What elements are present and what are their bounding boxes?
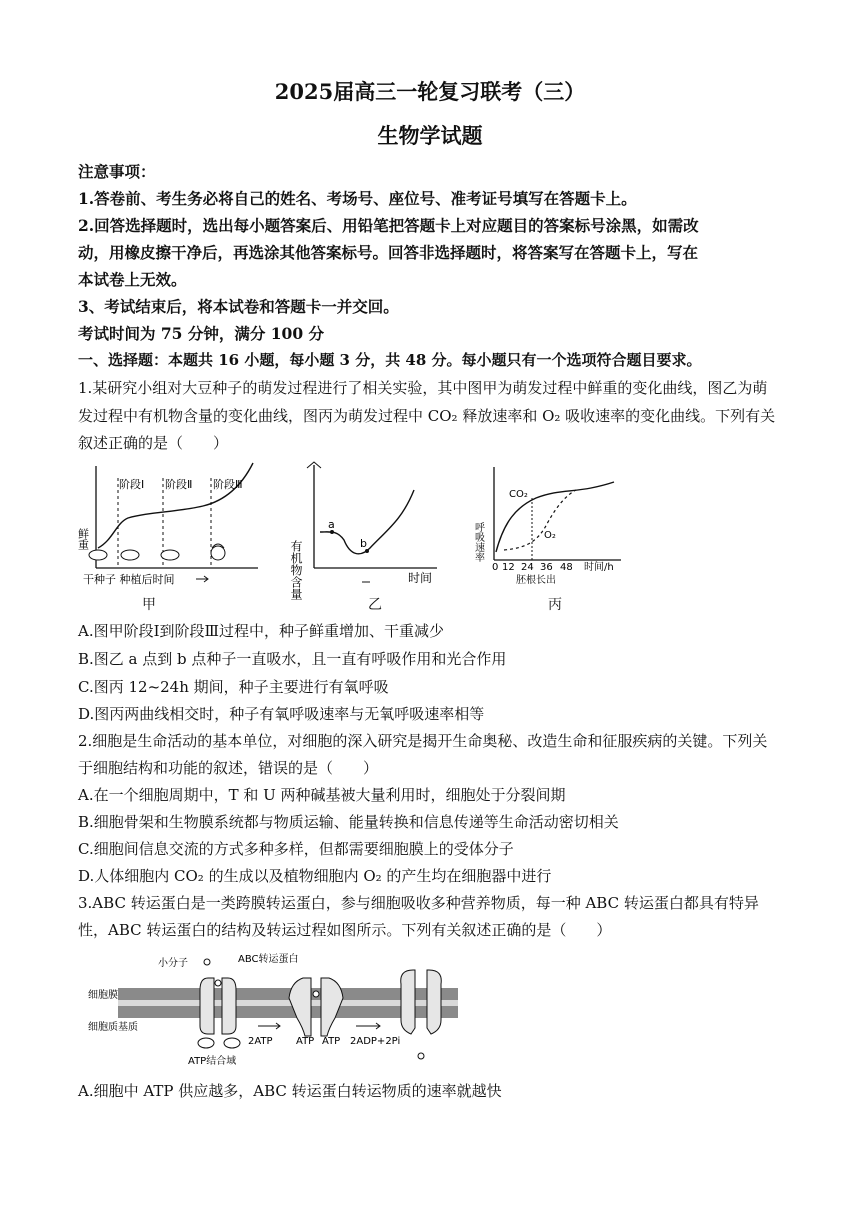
q1-stem: 1.某研究小组对大豆种子的萌发过程进行了相关实验，其中图甲为萌发过程中鲜重的变化曲线，图乙为萌 [78,379,768,397]
q1-stem: 叙述正确的是（ ） [78,434,229,452]
q1-stem: 发过程中有机物含量的变化曲线，图丙为萌发过程中 CO₂ 释放速率和 O₂ 吸收速率的变化曲线。下列有关 [78,407,776,425]
exam-title: 2025届高三一轮复习联考（三） [274,79,586,104]
exam-time: 考试时间为 75 分钟，满分 100 分 [78,324,325,343]
figure-abc-transporter [88,948,463,1068]
q1-option-c: C.图丙 12~24h 期间，种子主要进行有氧呼吸 [78,678,389,696]
q3-stem: 性，ABC 转运蛋白的结构及转运过程如图所示。下列有关叙述正确的是（ ） [78,921,612,939]
bing-tick-0: 0 [492,562,499,573]
bing-tick-24: 24 [521,562,534,573]
jia-xlabel: 干种子 种植后时间 [83,573,175,586]
notice-item: 动，用橡皮擦干净后，再选涂其他答案标号。回答非选择题时，将答案写在答题卡上，写在 [78,243,699,262]
q2-option-a: A.在一个细胞周期中，T 和 U 两种碱基被大量利用时，细胞处于分裂间期 [78,786,566,804]
jia-stage-2: 阶段Ⅱ [165,478,193,491]
section-heading: 一、选择题：本题共 16 小题，每小题 3 分，共 48 分。每小题只有一个选项符合题目要求。 [78,351,702,369]
bing-co2-label: CO₂ [509,489,528,500]
abc-membrane-label: 细胞膜 [88,990,118,1001]
yi-ylabel: 有机物含量 [289,540,303,600]
jia-ylabel: 鲜重 [76,528,90,550]
q3-option-a: A.细胞中 ATP 供应越多，ABC 转运蛋白转运物质的速率就越快 [78,1082,502,1100]
q2-stem: 于细胞结构和功能的叙述，错误的是（ ） [78,759,379,777]
bing-o2-label: O₂ [544,530,556,541]
q2-option-d: D.人体细胞内 CO₂ 的生成以及植物细胞内 O₂ 的产生均在细胞器中进行 [78,867,552,885]
jia-stage-1: 阶段Ⅰ [119,478,145,491]
q1-option-a: A.图甲阶段Ⅰ到阶段Ⅲ过程中，种子鲜重增加、干重减少 [78,622,444,640]
bing-xnote: 胚根长出 [516,575,556,586]
jia-stage-3: 阶段Ⅲ [213,478,243,491]
abc-atp-b: ATP [322,1036,341,1047]
q2-option-c: C.细胞间信息交流的方式多种多样，但都需要细胞膜上的受体分子 [78,840,514,858]
yi-point-b: b [360,537,367,550]
q1-option-d: D.图丙两曲线相交时，种子有氧呼吸速率与无氧呼吸速率相等 [78,705,485,723]
q3-stem: 3.ABC 转运蛋白是一类跨膜转运蛋白，参与细胞吸收多种营养物质，每一种 ABC 转运蛋白都具有特异 [78,894,759,912]
bing-tick-12: 12 [502,562,515,573]
fig-yi-caption: 乙 [368,597,382,613]
fig-bing-caption: 丙 [548,597,562,613]
notice-item: 3、考试结束后，将本试卷和答题卡一并交回。 [78,297,399,316]
q2-option-b: B.细胞骨架和生物膜系统都与物质运输、能量转换和信息传递等生命活动密切相关 [78,813,619,831]
q1-option-b: B.图乙 a 点到 b 点种子一直吸水，且一直有呼吸作用和光合作用 [78,650,507,668]
abc-protein-label: ABC转运蛋白 [238,954,299,965]
notice-item: 本试卷上无效。 [78,270,187,289]
figure-jia [78,458,263,588]
exam-subtitle: 生物学试题 [377,123,483,148]
notice-item: 1.答卷前、考生务必将自己的姓名、考场号、座位号、准考证号填写在答题卡上。 [78,189,637,208]
abc-small-molecule: 小分子 [158,958,188,969]
bing-ylabel: 呼吸速率 [472,522,484,562]
yi-xlabel: 时间 [408,571,433,585]
notice-heading: 注意事项： [78,162,156,181]
fig-jia-caption: 甲 [142,597,156,613]
bing-xunit: 时间/h [584,562,614,573]
abc-2atp: 2ATP [248,1036,273,1047]
bing-tick-36: 36 [540,562,553,573]
bing-tick-48: 48 [560,562,573,573]
abc-atp-domain: ATP结合域 [188,1056,237,1067]
abc-atp-a: ATP [296,1036,315,1047]
figure-bing [472,462,626,587]
yi-point-a: a [328,518,335,531]
figure-yi [289,460,442,600]
notice-item: 2.回答选择题时，选出每小题答案后、用铅笔把答题卡上对应题目的答案标号涂黑，如需改 [78,216,699,235]
abc-adp: 2ADP+2Pi [350,1036,401,1047]
q2-stem: 2.细胞是生命活动的基本单位，对细胞的深入研究是揭开生命奥秘、改造生命和征服疾病的关键。下列关 [78,732,768,750]
abc-matrix-label: 细胞质基质 [88,1022,138,1033]
